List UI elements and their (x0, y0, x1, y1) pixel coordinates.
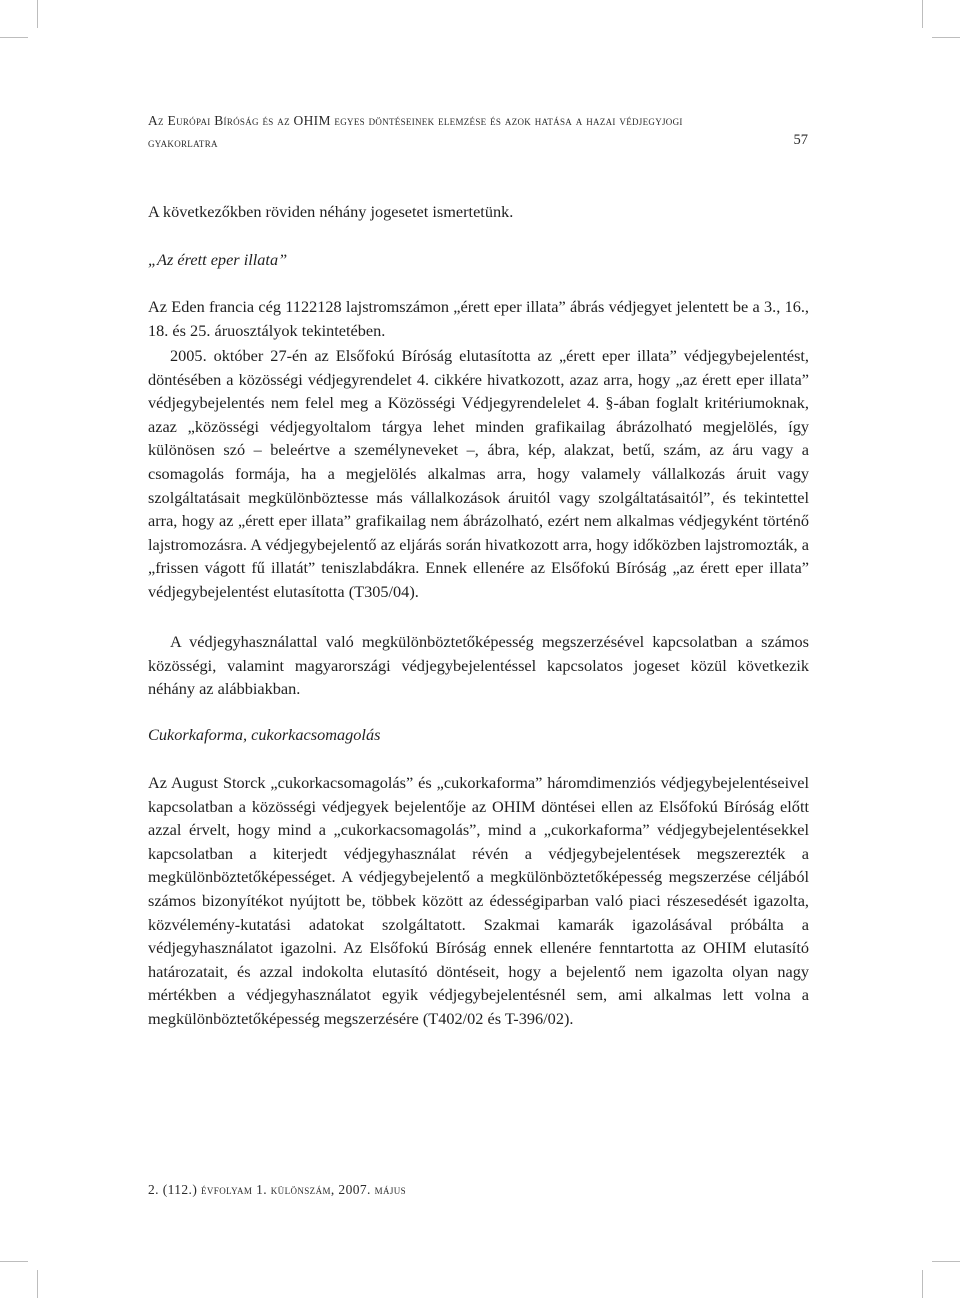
section-heading-cukorka: Cukorkaforma, cukorkacsomagolás (148, 725, 381, 744)
crop-mark-bottom-left-h (0, 1261, 28, 1262)
section-heading-eper: „Az érett eper illata” (148, 250, 288, 269)
crop-mark-top-left-v (37, 0, 38, 28)
running-head-line-2: gyakorlatra (148, 135, 218, 150)
crop-mark-bottom-left-v (37, 1270, 38, 1298)
crop-mark-top-right-v (922, 0, 923, 28)
running-head-line-1: Az Európai Bíróság és az OHIM egyes döntéseinek elemzése és azok hatása a hazai védjegyjogi (148, 113, 683, 128)
crop-mark-top-left-h (0, 37, 28, 38)
crop-mark-bottom-right-v (922, 1270, 923, 1298)
page-number: 57 (793, 132, 808, 148)
paragraph-distinctiveness: A védjegyhasználattal való megkülönböztetőképesség megszerzésével kapcsolatban a számos közösségi, valamint magyarországi védjegybejelentéssel kapcsolatos jogeset közül következik néhány az alábbiakban. (148, 632, 809, 699)
paragraph-storck-case: Az August Storck „cukorkacsomagolás” és „cukorkaforma” háromdimenziós védjegybejelentéseivel kapcsolatban a közösségi védjegyek bejelentője az OHIM döntései ellen az Elsőfokú Bíróság előtt azzal érvelt, hogy mind a „cukorkacsomagolás”, mind a „cukorkaforma” védjegybejelentésekkel kapcsolatban a kiterjedt védjegyhasználat révén a védjegybejelentések megszerezték a megkülönböztetőképességet. A védjegybejelentő a megkülönböztetőképesség megszerzése céljából számos bizonyítékot nyújtott be, többek között az édességiparban való piaci részesedését igazolta, közvélemény-kutatási adatokat szolgáltatott. Szakmai kamarák igazolásával próbálta a védjegyhasználatot igazolni. Az Elsőfokú Bíróság ennek ellenére fenntartotta az OHIM elutasító határozatait, és azzal indokolta elutasító döntéseit, hogy a bejelentő nem igazolta olyan nagy mértékben a védjegyhasználatot egyik védjegybejelentésnél sem, ami alkalmas lett volna a megkülönböztetőképesség megszerzésére (T402/02 és T-396/02). (148, 773, 809, 1028)
paragraph-eden-filing: Az Eden francia cég 1122128 lajstromszámon „érett eper illata” ábrás védjegyet jelentett be a 3., 16., 18. és 25. áruosztályok tekintetében. (148, 297, 809, 340)
paragraph-court-ruling: 2005. október 27-én az Elsőfokú Bíróság elutasította az „érett eper illata” védjegybejelentést, döntésében a közösségi védjegyrendelet 4. cikkére hivatkozott, azaz arra, hogy „az érett eper illata” védjegybejelentés nem felel meg a Közösségi Védjegyrendelelet 4. §-ában foglalt kritériumoknak, azaz „közösségi védjegyoltalom tárgya lehet minden grafikailag ábrázolható megjelölés, így különösen szó – beleértve a személyneveket –, ábra, kép, alakzat, betű, szám, az áru vagy a csomagolás formája, ha a megjelölés alkalmas arra, hogy valamely vállalkozás áruit vagy szolgáltatásait megkülönböztesse más vállalkozások áruitól vagy szolgáltatásaitól”, és tekintettel arra, hogy az „érett eper illata” grafikailag nem ábrázolható, ezért nem alkalmas védjegyként történő lajstromozásra. A védjegybejelentő az eljárás során hivatkozott arra, hogy időközben lajstromozták, a „frissen vágott fű illatát” teniszlabdákra. Ennek ellenére az Elsőfokú Bíróság „az érett eper illata” védjegybejelentést elutasította (T305/04). (148, 346, 809, 601)
crop-mark-bottom-right-h (932, 1261, 960, 1262)
crop-mark-top-right-h (932, 37, 960, 38)
footer-issue-info: 2. (112.) évfolyam 1. különszám, 2007. május (148, 1182, 407, 1197)
running-head (148, 110, 808, 154)
intro-paragraph: A következőkben röviden néhány jogesetet ismertetünk. (148, 202, 514, 221)
